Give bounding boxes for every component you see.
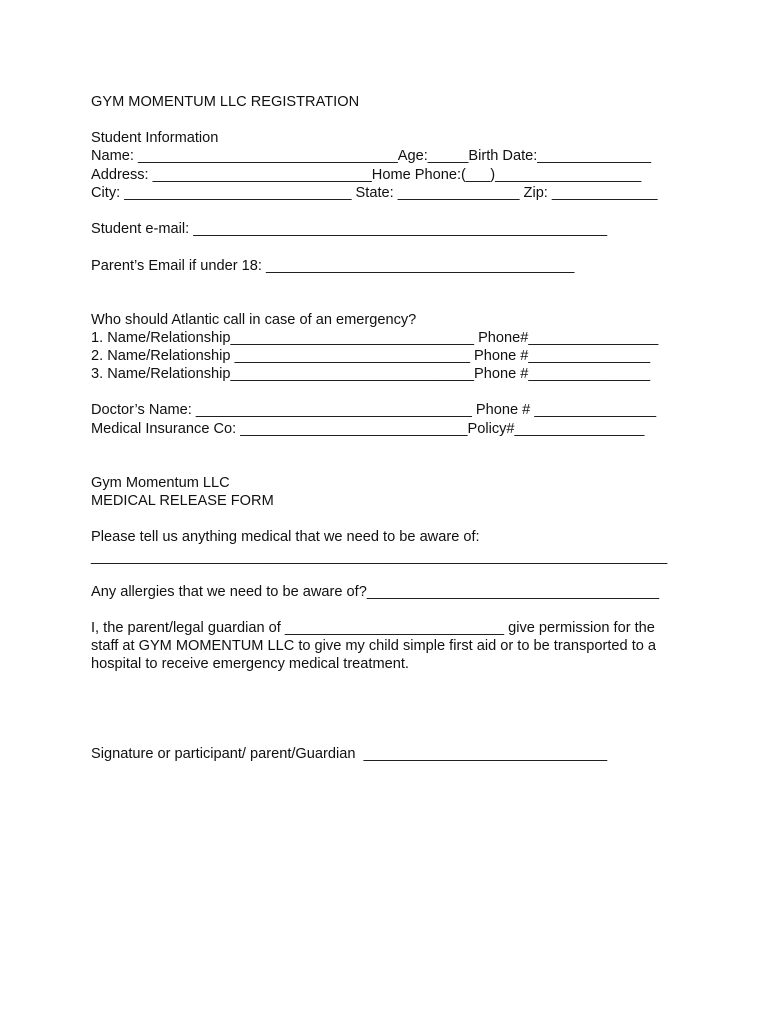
student-email-line: Student e-mail: ___________________________________________________	[91, 221, 608, 237]
medical-blank-line: _______________________________________________________________________	[91, 549, 668, 565]
insurance-line: Medical Insurance Co: ____________________________Policy#________________	[91, 421, 645, 437]
signature-line: Signature or participant/ parent/Guardian ______________________________	[91, 746, 608, 762]
medical-prompt: Please tell us anything medical that we need to be aware of:	[91, 529, 480, 545]
parent-email-line: Parent’s Email if under 18: ______________________________________	[91, 258, 575, 274]
medical-release-heading: MEDICAL RELEASE FORM	[91, 493, 274, 509]
allergies-line: Any allergies that we need to be aware of?____________________________________	[91, 584, 660, 600]
permission-statement: I, the parent/legal guardian of ___________________________ give permission for the staff at GYM MOMENTUM LLC to give my child simple first aid or to be transported to a hospital to receive emergency medical treatment.	[91, 620, 657, 672]
city-state-zip-line: City: ____________________________ State: _______________ Zip: _____________	[91, 185, 658, 201]
emergency-question: Who should Atlantic call in case of an emergency?	[91, 312, 417, 328]
emergency-contact-2: 2. Name/Relationship _____________________________ Phone #_______________	[91, 348, 651, 364]
emergency-contact-1: 1. Name/Relationship______________________________ Phone#________________	[91, 330, 659, 346]
address-phone-line: Address: ___________________________Home Phone:(___)__________________	[91, 167, 642, 183]
form-title: GYM MOMENTUM LLC REGISTRATION	[91, 94, 360, 110]
student-info-heading: Student Information	[91, 130, 219, 146]
emergency-contact-3: 3. Name/Relationship______________________________Phone #_______________	[91, 366, 651, 382]
doctor-line: Doctor’s Name: __________________________________ Phone # _______________	[91, 402, 657, 418]
name-age-birthdate-line: Name: ________________________________Age:_____Birth Date:______________	[91, 148, 651, 164]
company-name: Gym Momentum LLC	[91, 475, 230, 491]
